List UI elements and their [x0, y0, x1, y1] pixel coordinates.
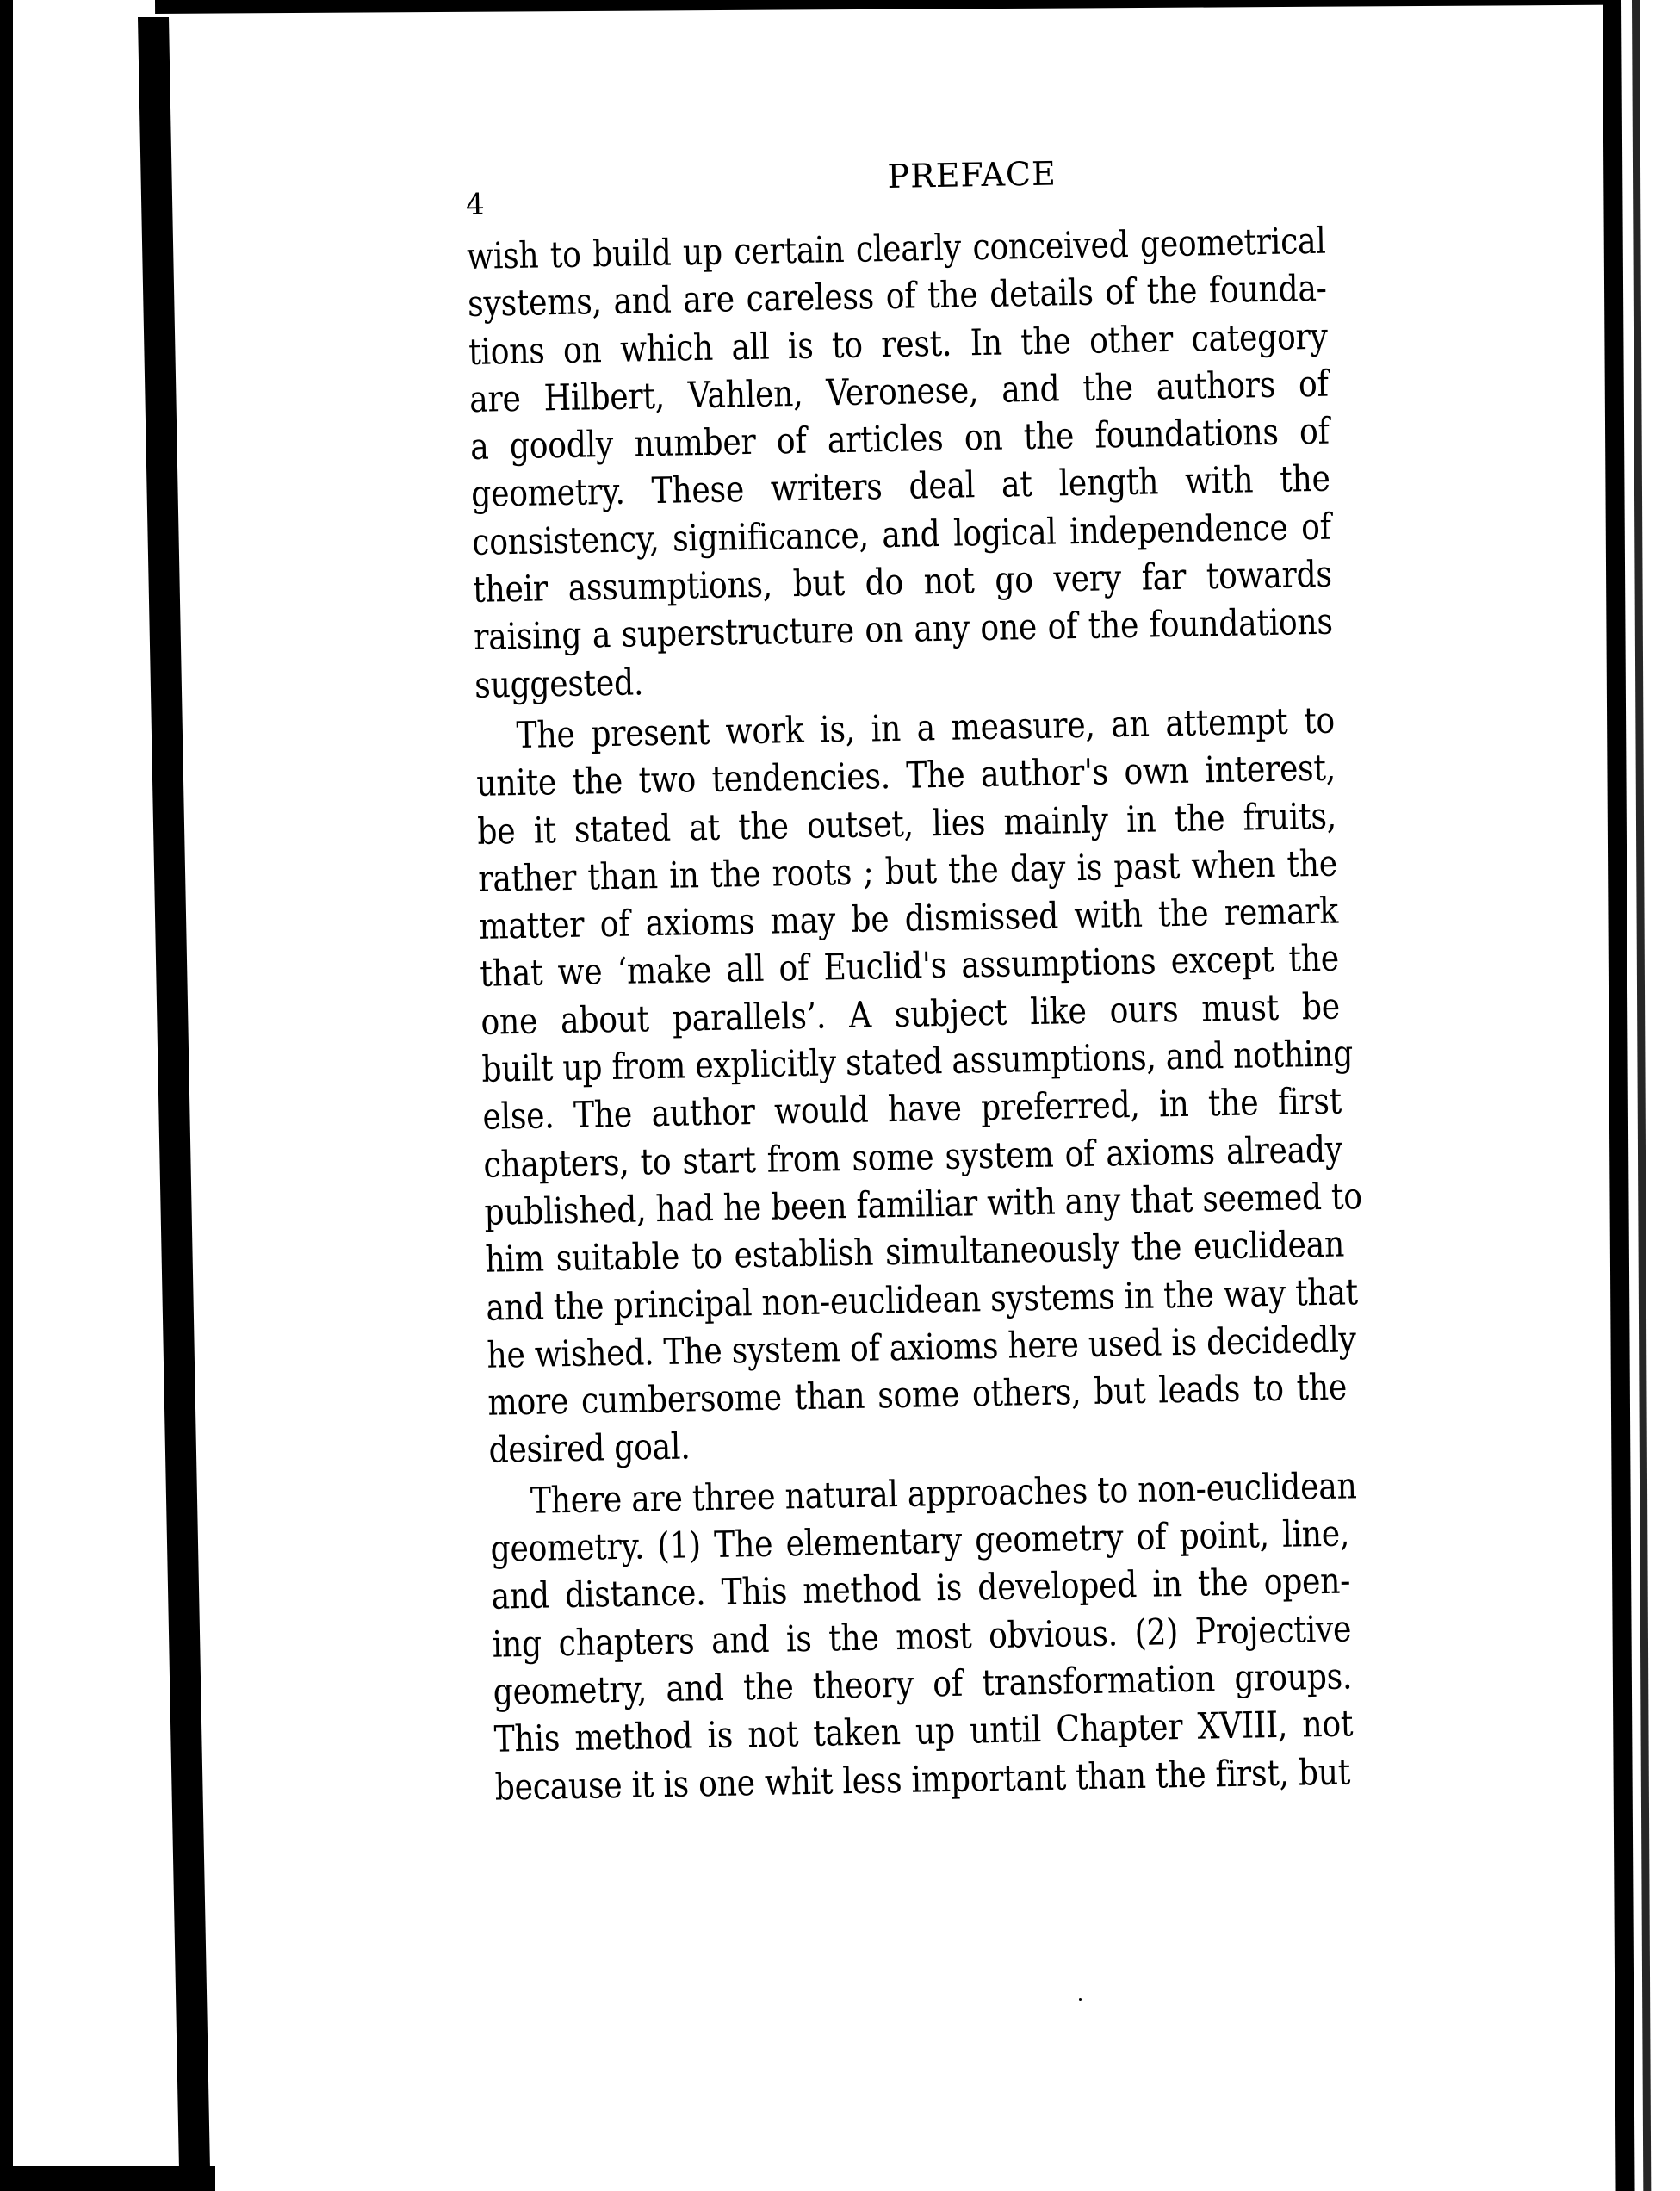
text-line: consistency, significance, and logical independence of	[471, 505, 1332, 563]
text-line: This method is not taken up until Chapter XVIII, not	[493, 1702, 1354, 1760]
paragraph	[467, 214, 1526, 709]
text-line: and distance. This method is developed in the open-	[491, 1559, 1351, 1618]
text-line: matter of axioms may be dismissed with the remark	[478, 889, 1339, 948]
text-line: him suitable to establish simultaneously the euclidean	[485, 1222, 1345, 1282]
page-edge-shadow-right-outer	[1632, 0, 1651, 2191]
text-line: and the principal non-euclidean systems in the way that	[486, 1269, 1359, 1329]
text-line: published, had he been familiar with any that seemed to	[484, 1175, 1363, 1233]
text-line: a goodly number of articles on the foundations of	[469, 409, 1330, 469]
paragraph	[489, 1458, 1546, 1810]
scan-border-top	[155, 0, 1610, 14]
text-line: systems, and are careless of the details of the founda-	[467, 266, 1328, 326]
text-line: unite the two tendencies. The author's own interest,	[475, 746, 1336, 805]
page-number: 4	[465, 187, 486, 222]
paragraph	[475, 693, 1540, 1474]
text-line: that we ‘make all of Euclid's assumptions except the	[479, 937, 1340, 996]
text-line: because it is one whit less important than the first, but	[494, 1749, 1351, 1809]
text-line: ing chapters and is the most obvious. (2) Projective	[492, 1607, 1352, 1666]
text-line: There are three natural approaches to non-euclidean	[530, 1464, 1357, 1522]
text-line: suggested.	[474, 660, 644, 706]
text-line: be it stated at the outset, lies mainly in the fruits,	[476, 794, 1337, 853]
text-line: he wished. The system of axioms here used is decidedly	[487, 1318, 1357, 1376]
text-line: built up from explicitly stated assumptions, and nothing	[481, 1032, 1354, 1090]
text-line: else. The author would have preferred, in the first	[482, 1079, 1342, 1139]
text-line: more cumbersome than some others, but leads to the	[487, 1365, 1348, 1424]
text-line: rather than in the roots ; but the day is past when the	[477, 841, 1338, 900]
scan-border-bottom	[0, 2166, 215, 2191]
running-title: PREFACE	[887, 154, 1057, 196]
scan-speck	[1079, 1998, 1082, 2001]
text-line: tions on which all is to rest. In the other category	[468, 314, 1329, 373]
text-line: raising a superstructure on any one of the foundations	[473, 600, 1334, 659]
page-edge-shadow-right	[1603, 0, 1635, 2191]
text-line: geometry, and the theory of transformation groups.	[493, 1654, 1353, 1713]
body-text	[467, 214, 1546, 1811]
text-line: geometry. (1) The elementary geometry of point, line,	[490, 1511, 1350, 1570]
text-line: their assumptions, but do not go very far towards	[472, 552, 1333, 611]
page-edge-shadow-left	[138, 17, 210, 2191]
text-line: desired goal.	[488, 1424, 691, 1472]
text-line: are Hilbert, Vahlen, Veronese, and the authors of	[468, 362, 1330, 420]
scan-border-left	[0, 0, 13, 2191]
text-line: geometry. These writers deal at length with the	[470, 457, 1331, 516]
text-line: wish to build up certain clearly conceived geometrical	[466, 219, 1327, 277]
text-line: The present work is, in a measure, an attempt to	[516, 698, 1336, 756]
book-page	[465, 136, 1546, 1815]
text-line: one about parallels’. A subject like ours must be	[480, 984, 1341, 1043]
text-line: chapters, to start from some system of axioms already	[483, 1127, 1343, 1186]
